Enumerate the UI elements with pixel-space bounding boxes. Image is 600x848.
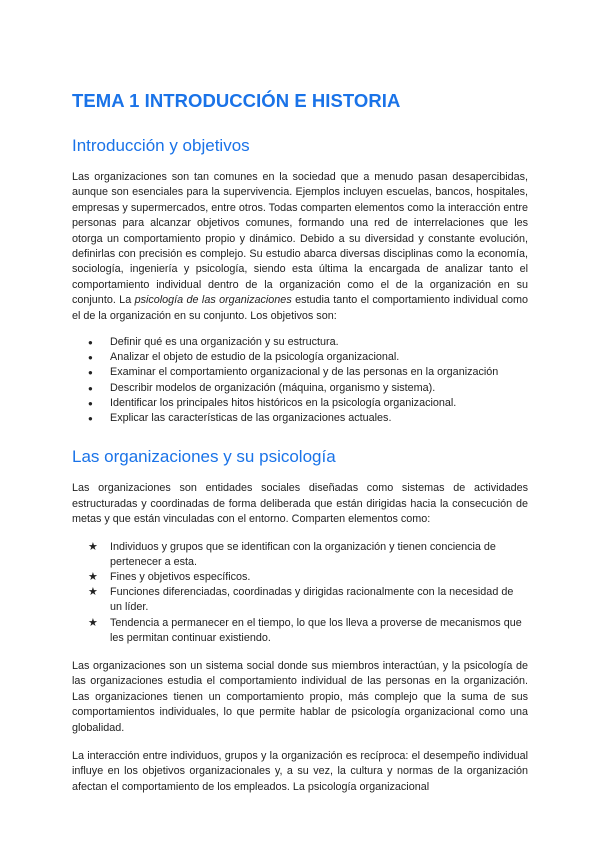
list-item <box>72 616 528 646</box>
intro-paragraph-text-end: estudia tanto el comportamiento individual como el de la organización en su conjunto. Los objetivos son: <box>72 294 528 322</box>
list-item-text: Identificar los principales hitos históricos en la psicología organizacional. <box>110 396 457 409</box>
star-icon: ★ <box>88 616 98 629</box>
shared-elements-list <box>72 540 528 646</box>
section-heading-organizaciones: Las organizaciones y su psicología <box>72 447 336 467</box>
section-heading-introduccion: Introducción y objetivos <box>72 136 250 155</box>
list-item <box>72 585 528 615</box>
bullet-icon: ● <box>88 353 93 363</box>
list-item <box>72 381 528 396</box>
star-icon: ★ <box>88 586 98 599</box>
organizations-definition-paragraph: Las organizaciones son entidades sociales diseñadas como sistemas de actividades estructuradas y coordinadas de forma deliberada que están dirigidas hacia la consecución de metas y que están vinculadas con el entorno. Comparten elementos como: <box>72 482 528 526</box>
list-item-text: Fines y objetivos específicos. <box>110 570 251 583</box>
list-item <box>72 365 528 380</box>
list-item <box>72 350 528 365</box>
list-item <box>72 540 528 570</box>
list-item-text: Analizar el objeto de estudio de la psicología organizacional. <box>110 351 400 364</box>
intro-paragraph-text: Las organizaciones son tan comunes en la sociedad que a menudo pasan desapercibidas, aunque son esenciales para la supervivencia. Ejemplos incluyen escuelas, bancos, hospitales, empresas y supermercados, entre otros. Todas comparten elementos como la interacción entre personas para alcanzar objetivos comunes, formando una red de interrelaciones que les otorga un comportamiento propio y dinámico. Debido a su diversidad y constante evolución, definirlas con precisión es complejo. Su estudio abarca diversas disciplinas como la economía, sociología, ingeniería y psicología, siendo esta última la encargada de analizar tanto el comportamiento individual dentro de la organización como el de la organización en su conjunto. La <box>72 171 528 307</box>
list-item-text: Tendencia a permanecer en el tiempo, lo que los lleva a proverse de mecanismos que les permitan continuar existiendo. <box>110 616 522 644</box>
star-icon: ★ <box>88 540 98 553</box>
document-title: TEMA 1 INTRODUCCIÓN E HISTORIA <box>72 90 401 111</box>
list-item-text: Examinar el comportamiento organizacional y de las personas en la organización <box>110 366 499 379</box>
bullet-icon: ● <box>88 383 93 393</box>
intro-paragraph <box>72 170 528 324</box>
social-system-paragraph: Las organizaciones son un sistema social donde sus miembros interactúan, y la psicología de las organizaciones estudia el comportamiento individual de las personas en la organización. Las organizaciones tienen un comportamiento propio, más complejo que la suma de sus comportamientos individuales, lo que permite hablar de psicología organizacional como una globalidad. <box>72 659 528 734</box>
list-item <box>72 396 528 411</box>
list-item <box>72 411 528 426</box>
star-icon: ★ <box>88 570 98 583</box>
list-item <box>72 335 528 350</box>
list-item-text: Funciones diferenciadas, coordinadas y dirigidas racionalmente con la necesidad de un líder. <box>110 586 514 614</box>
objectives-list <box>72 335 528 426</box>
document-page <box>72 88 528 795</box>
interaction-paragraph: La interacción entre individuos, grupos y la organización es recíproca: el desempeño individual influye en los objetivos organizacionales y, a su vez, la cultura y normas de la organización afectan el comportamiento de los empleados. La psicología organizacional <box>72 749 528 793</box>
bullet-icon: ● <box>88 398 93 408</box>
intro-paragraph-italic-term: psicología de las organizaciones <box>134 294 292 307</box>
bullet-icon: ● <box>88 414 93 424</box>
list-item-text: Describir modelos de organización (máquina, organismo y sistema). <box>110 381 436 394</box>
bullet-icon: ● <box>88 338 93 348</box>
list-item-text: Individuos y grupos que se identifican con la organización y tienen conciencia de pertenecer a esta. <box>110 540 496 568</box>
list-item <box>72 570 528 585</box>
list-item-text: Explicar las características de las organizaciones actuales. <box>110 412 392 425</box>
bullet-icon: ● <box>88 368 93 378</box>
list-item-text: Definir qué es una organización y su estructura. <box>110 336 339 349</box>
